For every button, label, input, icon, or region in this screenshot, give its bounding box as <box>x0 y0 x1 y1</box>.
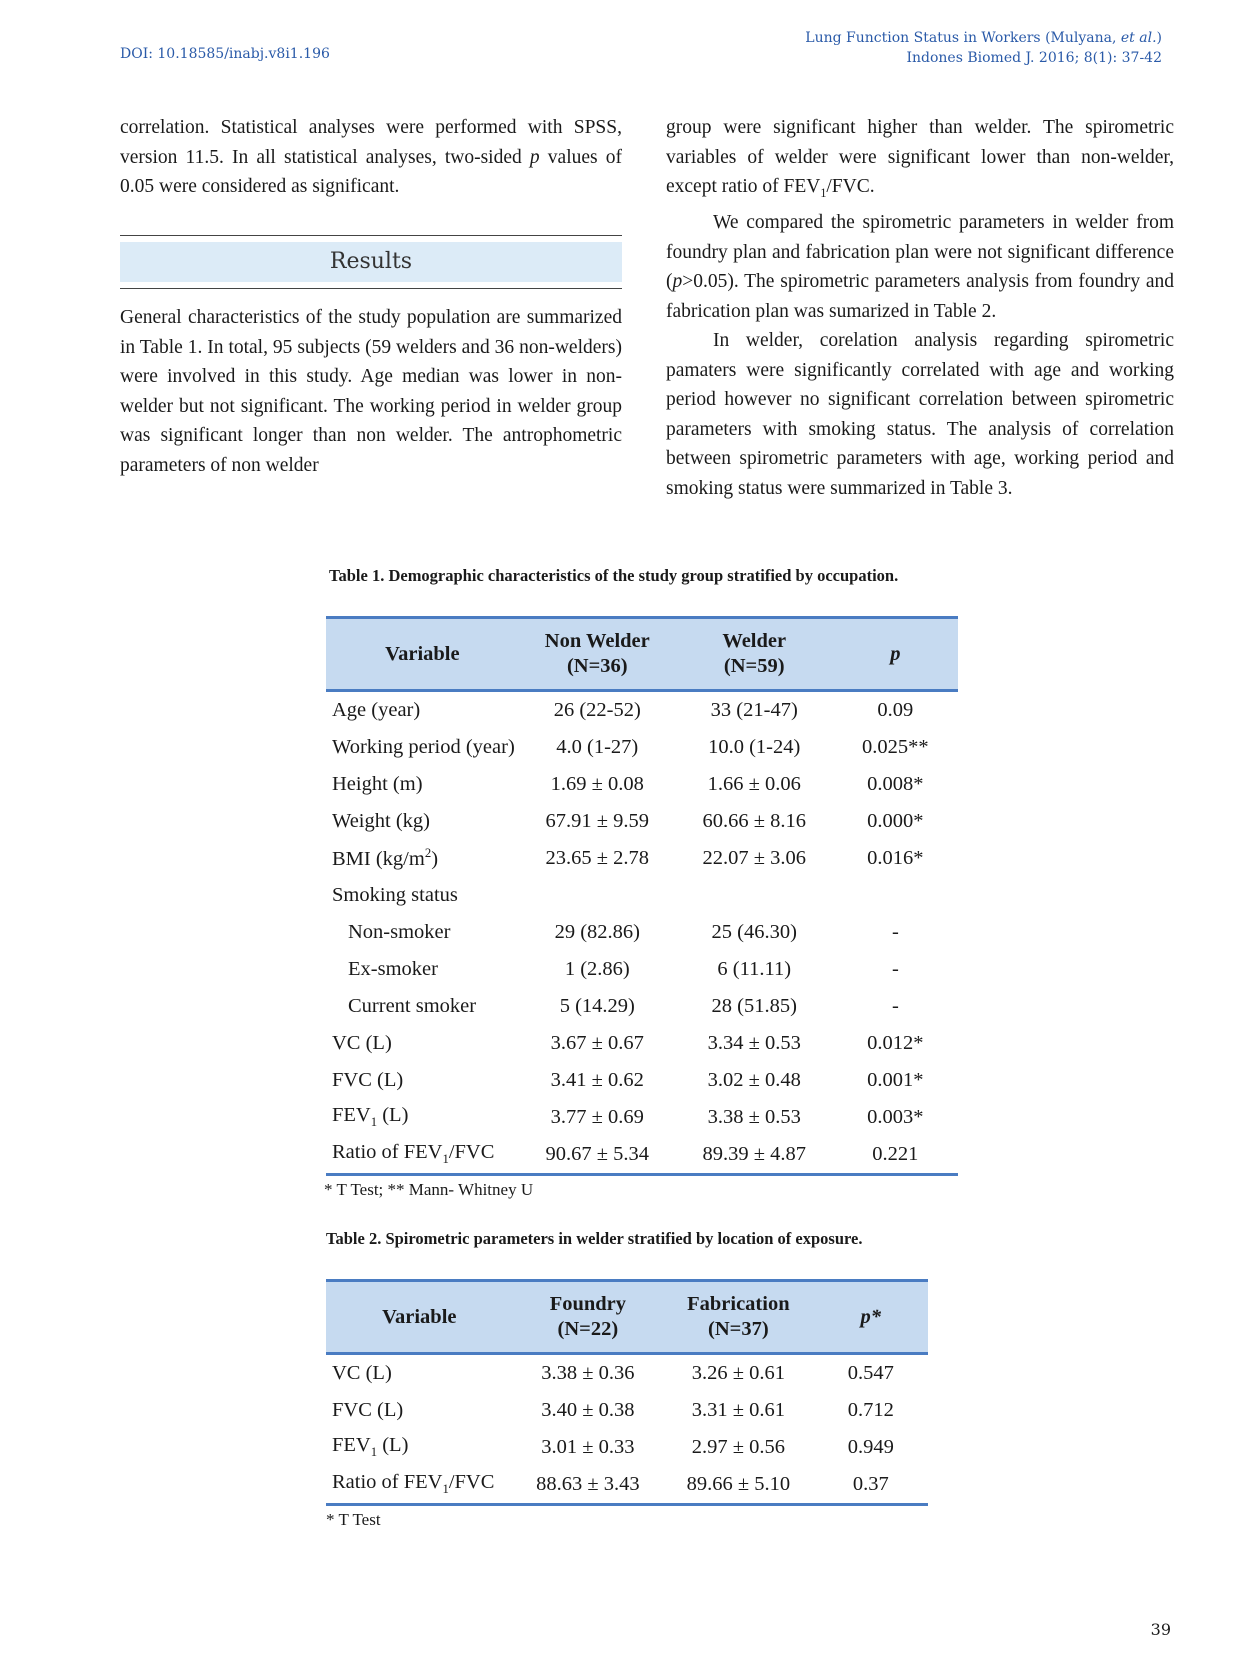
column-header: p <box>833 618 958 691</box>
section-heading-box <box>120 235 622 289</box>
table-cell: 22.07 ± 3.06 <box>702 847 806 869</box>
table2-caption: Table 2. Spirometric parameters in welder stratified by location of exposure. <box>326 1229 863 1248</box>
table-cell: Ratio of $FEV_1$/FVC <box>326 1466 513 1505</box>
table-header-row <box>326 618 958 691</box>
table-cell: FVC (L) <box>332 1399 404 1421</box>
table-cell: Ratio of $FEV_1$/FVC <box>326 1136 519 1175</box>
column-header: p* <box>814 1281 928 1354</box>
table1-caption: Table 1. Demographic characteristics of the study group stratified by occupation. <box>329 566 899 585</box>
table-cell <box>519 877 676 914</box>
table-cell: Height (m) <box>332 773 423 795</box>
table-cell: 23.65 ± 2.78 <box>545 847 650 869</box>
table-cell: Smoking status <box>332 884 458 906</box>
table-cell: 3.26 ± 0.61 <box>691 1362 785 1384</box>
page-number: 39 <box>1150 1620 1171 1639</box>
table-cell: 26 (22-52) <box>553 699 641 721</box>
doi: DOI: 10.18585/inabj.v8i1.196 <box>120 46 330 62</box>
table-cell: 89.66 ± 5.10 <box>663 1466 814 1505</box>
table-cell: 67.91 ± 9.59 <box>545 810 650 832</box>
table-row <box>326 1354 928 1393</box>
table-cell: 0.001* <box>867 1069 924 1091</box>
table2-footnote: * T Test <box>326 1510 381 1529</box>
table-row <box>326 1136 958 1175</box>
table-cell: 25 (46.30) <box>711 921 797 943</box>
table-cell: 29 (82.86) <box>554 921 640 943</box>
table-row <box>326 1062 958 1099</box>
column-header: Non Welder (N=36) <box>519 618 676 691</box>
table-cell: - <box>891 995 899 1017</box>
table-cell: 0.712 <box>847 1399 894 1421</box>
journal-citation: Indones Biomed J. 2016; 8(1): 37-42 <box>906 50 1162 66</box>
table-cell: Current smoker <box>348 995 477 1017</box>
table-cell: 1.66 ± 0.06 <box>707 773 801 795</box>
paragraph: We compared the spirometric parameters in welder from foundry plan and fabrication plan were not significant difference (p>0.05). The spirometric parameters analysis from foundry and fabrication plan was sumarized in Table 2. <box>666 212 1174 322</box>
table-cell: 1 (2.86) <box>564 958 630 980</box>
table-cell: 10.0 (1-24) <box>708 736 801 758</box>
table-cell: 0.025** <box>862 736 929 758</box>
table-cell: Weight (kg) <box>332 810 430 832</box>
table-row <box>326 951 958 988</box>
column-header: Variable <box>326 1281 513 1354</box>
column-header: Welder (N=59) <box>676 618 833 691</box>
table-cell: 28 (51.85) <box>711 995 797 1017</box>
table-cell: 0.37 <box>814 1466 928 1505</box>
table-row <box>326 988 958 1025</box>
table-cell: 5 (14.29) <box>559 995 635 1017</box>
table1 <box>326 616 958 1176</box>
table-cell: 0.012* <box>867 1032 924 1054</box>
table-row <box>326 803 958 840</box>
table-cell: 0.016* <box>867 847 924 869</box>
table-cell: - <box>891 958 899 980</box>
table-cell: FVC (L) <box>332 1069 404 1091</box>
table-cell: 89.39 ± 4.87 <box>676 1136 833 1175</box>
left-column-results <box>120 303 622 480</box>
table-cell: Ex-smoker <box>348 958 438 980</box>
table-cell: 0.09 <box>877 699 914 721</box>
table-row <box>326 1025 958 1062</box>
table-cell: 4.0 (1-27) <box>556 736 639 758</box>
column-header: Fabrication (N=37) <box>663 1281 814 1354</box>
table-row <box>326 766 958 803</box>
table-cell: 0.008* <box>867 773 924 795</box>
table-row <box>326 729 958 766</box>
paragraph: correlation. Statistical analyses were performed with SPSS, version 11.5. In all statistical analyses, two-sided p values of 0.05 were considered as significant. <box>120 117 623 197</box>
table-row <box>326 1429 928 1466</box>
table-cell <box>833 877 958 914</box>
table-cell: 3.38 ± 0.36 <box>541 1362 635 1384</box>
left-column <box>120 113 622 202</box>
table-cell: Age (year) <box>332 699 421 721</box>
paragraph: General characteristics of the study population are summarized in Table 1. In total, 95 subjects (59 welders and 36 non-welders) were involved in this study. Age median was lower in non-welder but not significant. The working period in welder group was significant longer than non welder. The antrophometric parameters of non welder <box>120 307 622 476</box>
table-cell: 33 (21-47) <box>710 699 798 721</box>
right-column <box>666 113 1174 503</box>
table-cell: 6 (11.11) <box>717 958 792 980</box>
running-title: Lung Function Status in Workers (Mulyana, et al.) <box>805 30 1162 46</box>
table-cell: - <box>891 921 899 943</box>
table-row <box>326 1392 928 1429</box>
table-cell: 3.01 ± 0.33 <box>541 1436 635 1458</box>
table-cell: 1.69 ± 0.08 <box>550 773 644 795</box>
table-row <box>326 691 958 730</box>
table-cell: Non-smoker <box>348 921 451 943</box>
table-cell: 3.67 ± 0.67 <box>550 1032 644 1054</box>
section-title: Results <box>120 242 622 282</box>
table-cell: 3.31 ± 0.61 <box>691 1399 785 1421</box>
table-cell: Working period (year) <box>332 736 515 758</box>
table2 <box>326 1279 928 1506</box>
table-row <box>326 840 958 877</box>
column-header: Foundry (N=22) <box>513 1281 664 1354</box>
table-cell: 3.77 ± 0.69 <box>550 1106 644 1128</box>
table-header-row <box>326 1281 928 1354</box>
table1-footnote: * T Test; ** Mann- Whitney U <box>324 1180 534 1199</box>
table-cell: 3.02 ± 0.48 <box>707 1069 801 1091</box>
table-cell <box>676 877 833 914</box>
table-cell: 88.63 ± 3.43 <box>513 1466 664 1505</box>
table-cell: $FEV_1$ (L) <box>332 1104 409 1130</box>
table-row <box>326 1466 928 1505</box>
table-cell: 0.949 <box>847 1436 894 1458</box>
table-cell: 3.38 ± 0.53 <box>707 1106 801 1128</box>
table-row <box>326 914 958 951</box>
table-cell: 0.221 <box>833 1136 958 1175</box>
table-cell: VC (L) <box>332 1032 392 1054</box>
column-header: Variable <box>326 618 519 691</box>
paragraph: group were significant higher than welder. The spirometric variables of welder were significant lower than non-welder, except ratio of $FEV_1$/FVC. <box>666 117 1174 200</box>
running-header <box>805 28 1162 68</box>
table-cell: 2.97 ± 0.56 <box>691 1436 785 1458</box>
table-cell: 0.003* <box>867 1106 924 1128</box>
table-cell: 3.41 ± 0.62 <box>550 1069 644 1091</box>
table-cell: $FEV_1$ (L) <box>332 1434 409 1460</box>
table-cell: 0.547 <box>847 1362 894 1384</box>
table-cell: BMI $(kg/m^2)$ <box>332 846 439 870</box>
table-cell: 3.34 ± 0.53 <box>707 1032 801 1054</box>
table-cell: 60.66 ± 8.16 <box>702 810 806 832</box>
table-cell: 3.40 ± 0.38 <box>541 1399 635 1421</box>
table-row <box>326 877 958 914</box>
table-cell: 0.000* <box>867 810 924 832</box>
table-cell: 90.67 ± 5.34 <box>519 1136 676 1175</box>
table-row <box>326 1099 958 1136</box>
paragraph: In welder, corelation analysis regarding spirometric pamaters were significantly correlated with age and working period however no significant correlation between spirometric parameters with smoking status. The analysis of correlation between spirometric parameters with age, working period and smoking status were summarized in Table 3. <box>666 330 1174 499</box>
table-cell: VC (L) <box>332 1362 392 1384</box>
